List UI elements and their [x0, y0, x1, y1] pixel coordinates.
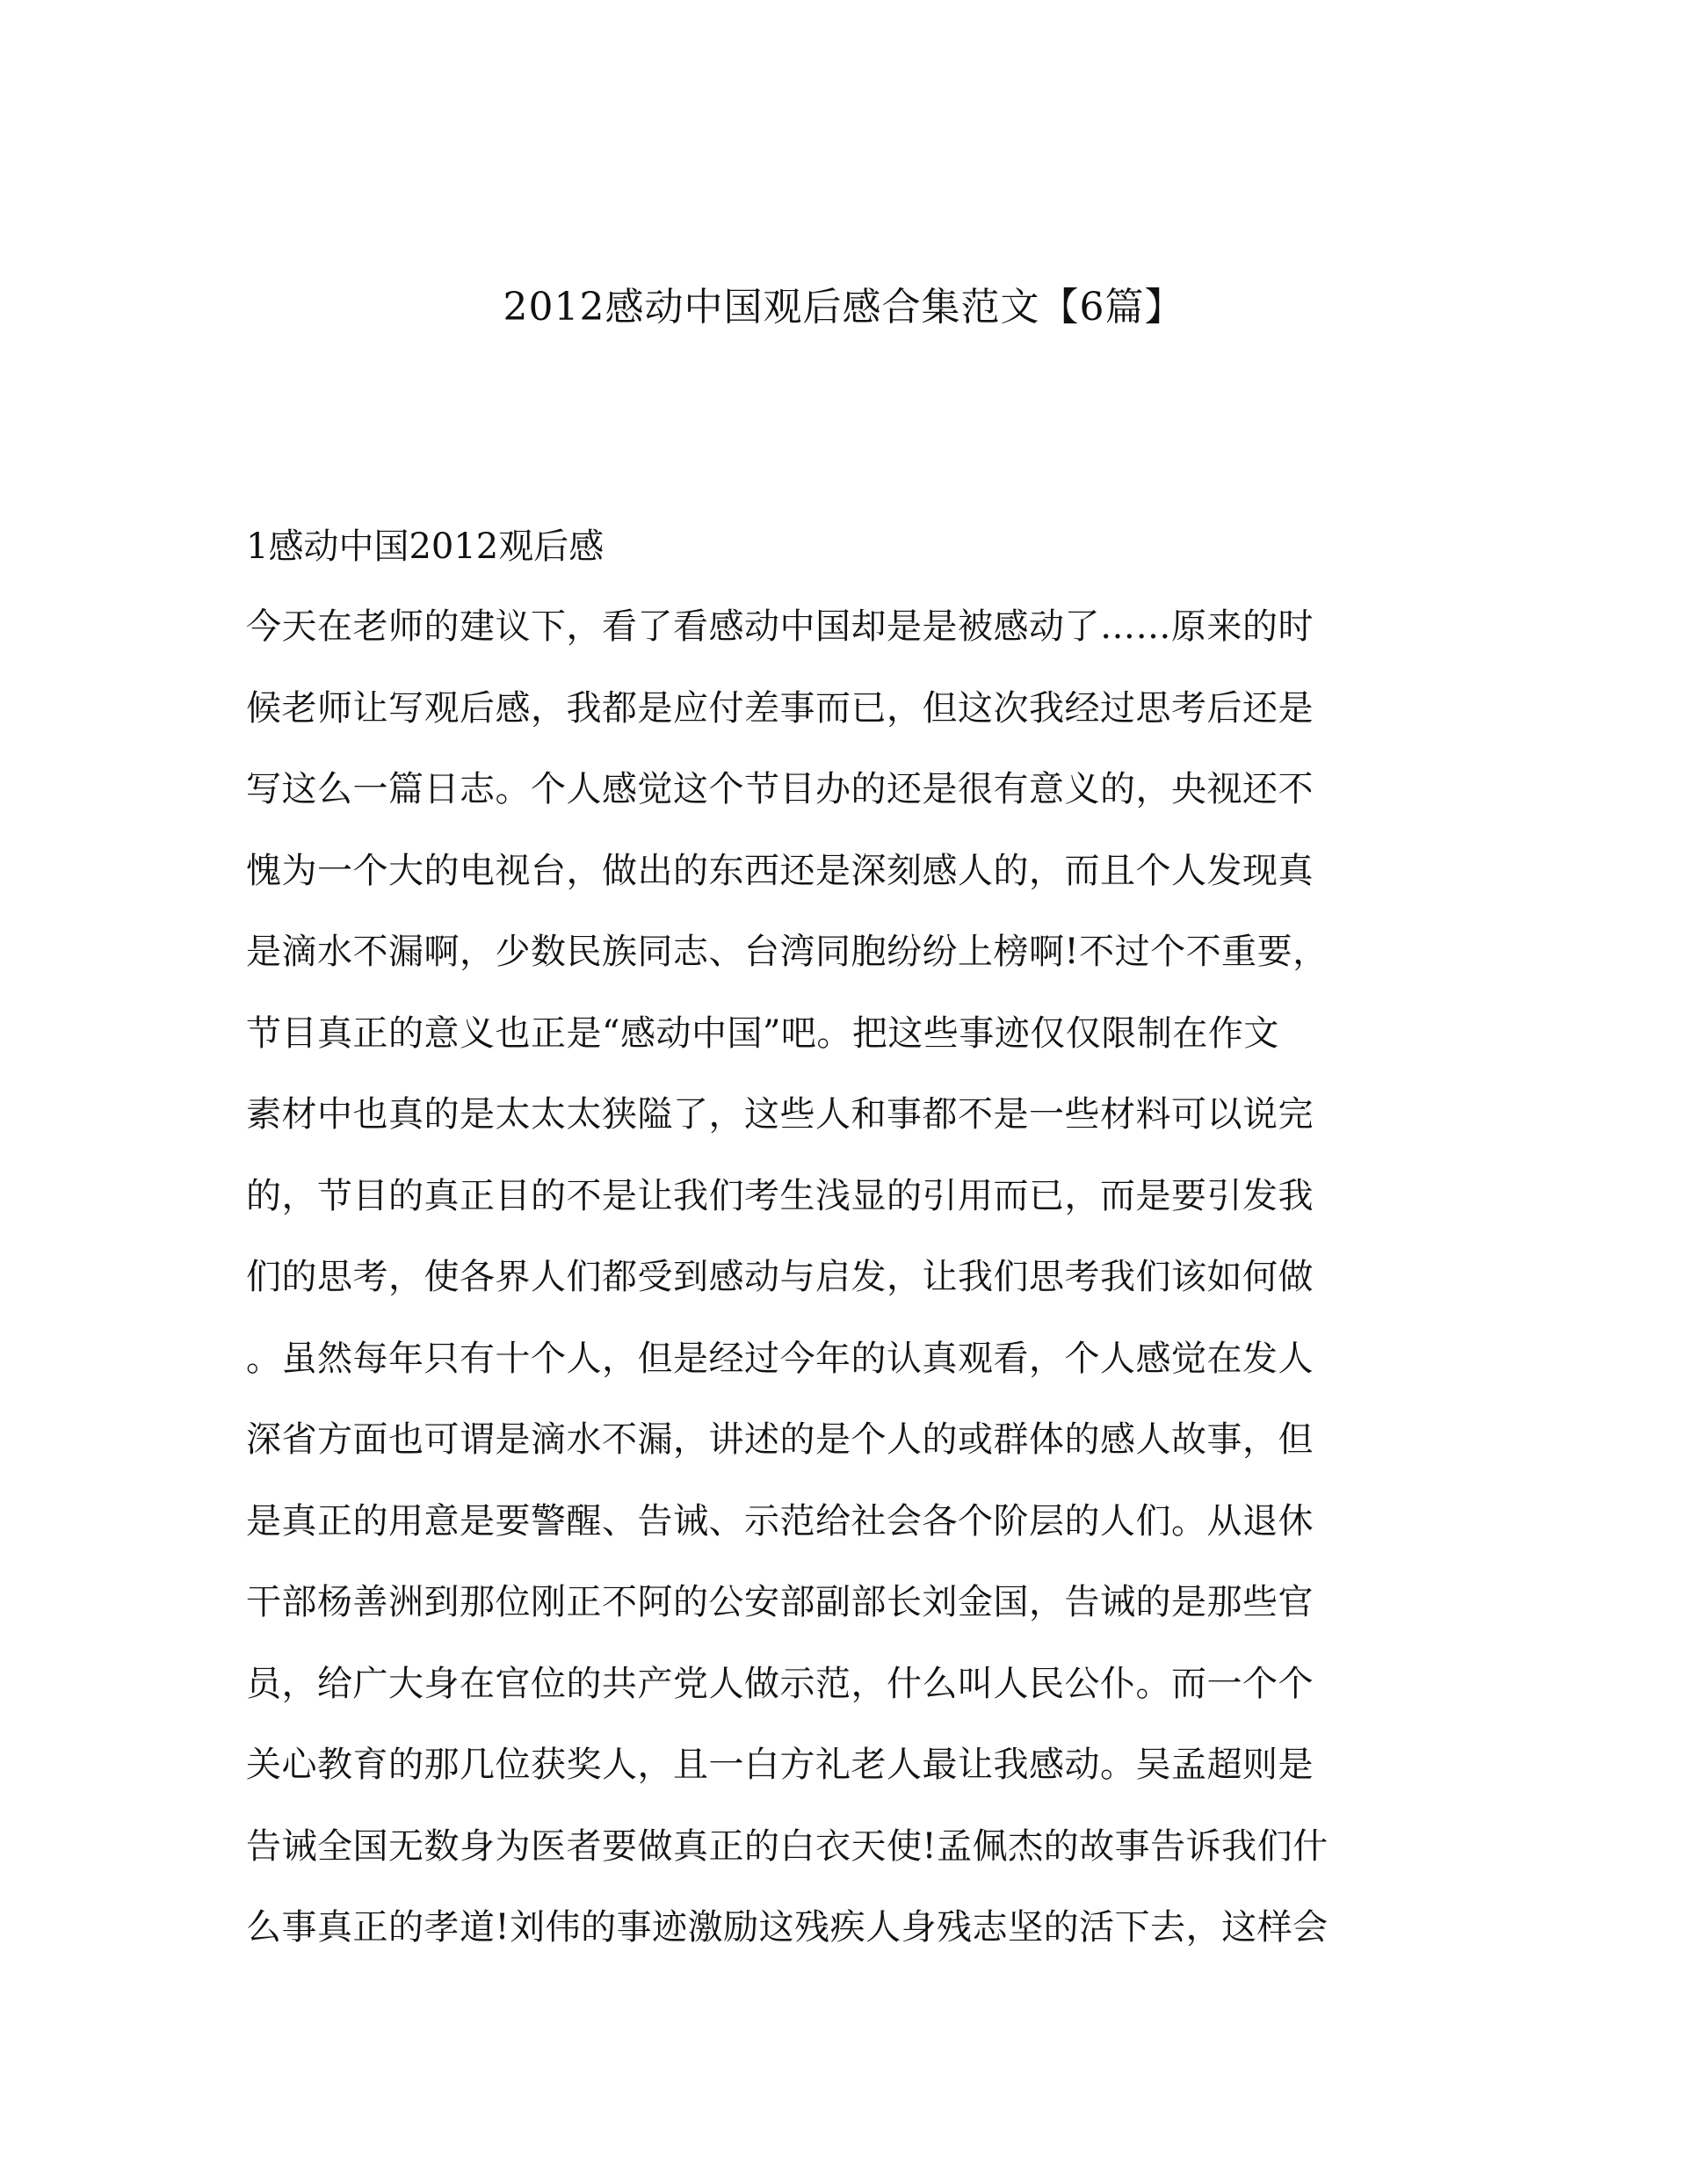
body-line: 的，节目的真正目的不是让我们考生浅显的引用而已，而是要引发我 [246, 1175, 1314, 1216]
body-line: 节目真正的意义也正是“感动中国”吧。把这些事迹仅仅限制在作文 [246, 1012, 1279, 1054]
body-line: 。虽然每年只有十个人，但是经过今年的认真观看，个人感觉在发人 [246, 1338, 1314, 1379]
body-line: 员，给广大身在官位的共产党人做示范，什么叫人民公仆。而一个个 [246, 1663, 1314, 1704]
body-line: 深省方面也可谓是滴水不漏，讲述的是个人的或群体的感人故事，但 [246, 1419, 1314, 1460]
body-line: 干部杨善洲到那位刚正不阿的公安部副部长刘金国，告诫的是那些官 [246, 1582, 1314, 1622]
body-line: 们的思考，使各界人们都受到感动与启发，让我们思考我们该如何做 [246, 1257, 1314, 1297]
body-line: 关心教育的那几位获奖人，且一白方礼老人最让我感动。吴孟超则是 [246, 1745, 1314, 1785]
body-line: 么事真正的孝道!刘伟的事迹激励这残疾人身残志坚的活下去，这样会 [246, 1907, 1329, 1948]
document-title: 2012感动中国观后感合集范文【6篇】 [503, 285, 1184, 330]
body-line: 是真正的用意是要警醒、告诫、示范给社会各个阶层的人们。从退休 [246, 1500, 1314, 1542]
body-line: 愧为一个大的电视台，做出的东西还是深刻感人的，而且个人发现真 [246, 850, 1314, 891]
body-line: 是滴水不漏啊，少数民族同志、台湾同胞纷纷上榜啊!不过个不重要， [246, 932, 1329, 972]
body-text [246, 600, 1441, 1983]
body-line: 候老师让写观后感，我都是应付差事而已，但这次我经过思考后还是 [246, 687, 1314, 729]
body-line: 今天在老师的建议下，看了看感动中国却是是被感动了……原来的时 [246, 606, 1314, 647]
body-line: 素材中也真的是太太太狭隘了，这些人和事都不是一些材料可以说完 [246, 1094, 1314, 1135]
body-line: 告诫全国无数身为医者要做真正的白衣天使!孟佩杰的故事告诉我们什 [246, 1825, 1329, 1867]
section-heading: 1感动中国2012观后感 [246, 526, 605, 567]
body-line: 写这么一篇日志。个人感觉这个节目办的还是很有意义的，央视还不 [246, 769, 1314, 809]
